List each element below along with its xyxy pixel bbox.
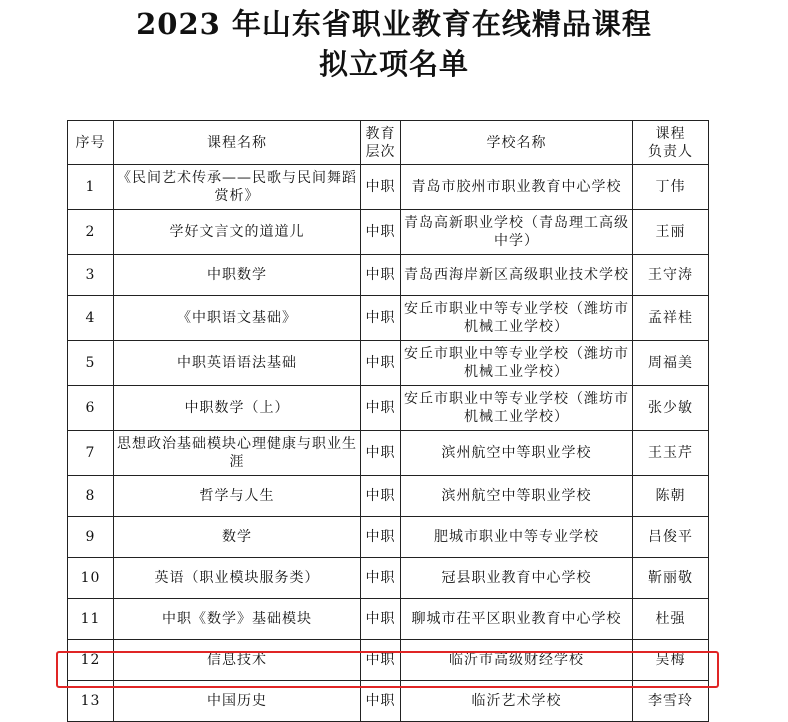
header-no: 序号 — [68, 121, 114, 165]
cell-course: 中职英语语法基础 — [114, 341, 361, 386]
cell-course: 中职数学（上） — [114, 386, 361, 431]
cell-course: 哲学与人生 — [114, 476, 361, 517]
cell-course: 学好文言文的道道儿 — [114, 210, 361, 255]
cell-course: 英语（职业模块服务类） — [114, 558, 361, 599]
cell-level: 中职 — [361, 558, 401, 599]
cell-leader: 靳丽敬 — [633, 558, 709, 599]
cell-no: 11 — [68, 599, 114, 640]
table-row — [68, 210, 709, 255]
cell-school: 聊城市茌平区职业教育中心学校 — [401, 599, 633, 640]
cell-level: 中职 — [361, 517, 401, 558]
cell-level: 中职 — [361, 210, 401, 255]
cell-level: 中职 — [361, 681, 401, 722]
header-leader: 课程 负责人 — [633, 121, 709, 165]
cell-school: 安丘市职业中等专业学校（潍坊市机械工业学校） — [401, 296, 633, 341]
cell-level: 中职 — [361, 386, 401, 431]
document-title: 2023 年山东省职业教育在线精品课程 — [136, 7, 652, 41]
cell-school: 安丘市职业中等专业学校（潍坊市机械工业学校） — [401, 341, 633, 386]
cell-school: 安丘市职业中等专业学校（潍坊市机械工业学校） — [401, 386, 633, 431]
cell-school: 青岛西海岸新区高级职业技术学校 — [401, 255, 633, 296]
cell-no: 4 — [68, 296, 114, 341]
table-row — [68, 255, 709, 296]
cell-leader: 丁伟 — [633, 165, 709, 210]
cell-no: 3 — [68, 255, 114, 296]
cell-level: 中职 — [361, 255, 401, 296]
cell-school: 肥城市职业中等专业学校 — [401, 517, 633, 558]
table-row — [68, 558, 709, 599]
table-row — [68, 165, 709, 210]
cell-level: 中职 — [361, 599, 401, 640]
cell-no: 12 — [68, 640, 114, 681]
cell-leader: 陈朝 — [633, 476, 709, 517]
cell-no: 13 — [68, 681, 114, 722]
cell-school: 滨州航空中等职业学校 — [401, 431, 633, 476]
cell-school: 滨州航空中等职业学校 — [401, 476, 633, 517]
cell-no: 8 — [68, 476, 114, 517]
cell-level: 中职 — [361, 165, 401, 210]
cell-course: 中国历史 — [114, 681, 361, 722]
cell-no: 7 — [68, 431, 114, 476]
cell-school: 临沂市高级财经学校 — [401, 640, 633, 681]
cell-course: 信息技术 — [114, 640, 361, 681]
cell-leader: 杜强 — [633, 599, 709, 640]
cell-course: 中职《数学》基础模块 — [114, 599, 361, 640]
cell-leader: 张少敏 — [633, 386, 709, 431]
cell-no: 2 — [68, 210, 114, 255]
table-row — [68, 386, 709, 431]
cell-course: 《中职语文基础》 — [114, 296, 361, 341]
highlight-box — [56, 651, 719, 688]
cell-course: 中职数学 — [114, 255, 361, 296]
table-row — [68, 476, 709, 517]
cell-leader: 吴梅 — [633, 640, 709, 681]
header-level: 教育 层次 — [361, 121, 401, 165]
cell-no: 6 — [68, 386, 114, 431]
cell-no: 10 — [68, 558, 114, 599]
cell-school: 青岛高新职业学校（青岛理工高级中学） — [401, 210, 633, 255]
table-row — [68, 599, 709, 640]
cell-no: 5 — [68, 341, 114, 386]
cell-level: 中职 — [361, 341, 401, 386]
table-row — [68, 517, 709, 558]
cell-leader: 王玉芹 — [633, 431, 709, 476]
cell-school: 青岛市胶州市职业教育中心学校 — [401, 165, 633, 210]
table-row — [68, 431, 709, 476]
cell-school: 冠县职业教育中心学校 — [401, 558, 633, 599]
cell-course: 思想政治基础模块心理健康与职业生涯 — [114, 431, 361, 476]
cell-level: 中职 — [361, 431, 401, 476]
cell-no: 9 — [68, 517, 114, 558]
cell-leader: 孟祥桂 — [633, 296, 709, 341]
table-row — [68, 296, 709, 341]
cell-level: 中职 — [361, 296, 401, 341]
cell-no: 1 — [68, 165, 114, 210]
cell-school: 临沂艺术学校 — [401, 681, 633, 722]
cell-level: 中职 — [361, 640, 401, 681]
cell-leader: 李雪玲 — [633, 681, 709, 722]
course-list-table — [67, 120, 709, 722]
table-body — [68, 165, 709, 722]
cell-leader: 王守涛 — [633, 255, 709, 296]
document-subtitle: 拟立项名单 — [318, 47, 469, 81]
header-school: 学校名称 — [401, 121, 633, 165]
table-header-row — [68, 121, 709, 165]
cell-course: 数学 — [114, 517, 361, 558]
cell-level: 中职 — [361, 476, 401, 517]
cell-leader: 王丽 — [633, 210, 709, 255]
table-row — [68, 341, 709, 386]
cell-leader: 周福美 — [633, 341, 709, 386]
header-course: 课程名称 — [114, 121, 361, 165]
cell-course: 《民间艺术传承——民歌与民间舞蹈赏析》 — [114, 165, 361, 210]
cell-leader: 吕俊平 — [633, 517, 709, 558]
